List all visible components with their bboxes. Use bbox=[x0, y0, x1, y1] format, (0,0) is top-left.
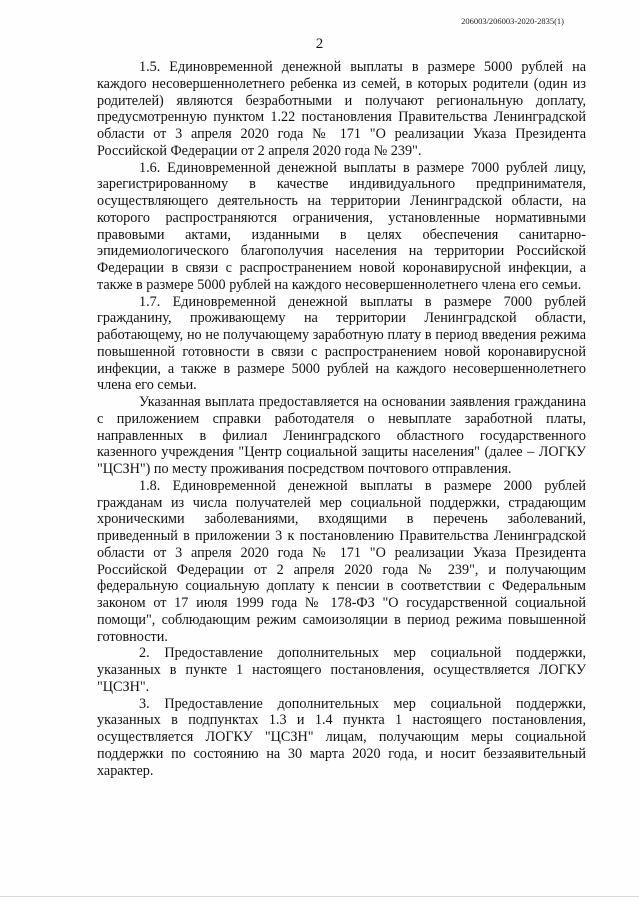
paragraph-3: 3. Предоставление дополнительных мер социальной поддержки, указанных в подпунктах 1.3 и 1.4 пункта 1 настоящего постановления, осуществляется ЛОГКУ "ЦСЗН" лицам, получающим меры социальной поддержки по состоянию на 30 марта 2020 года, и носит беззаявительный характер. bbox=[97, 695, 586, 779]
document-body bbox=[97, 59, 586, 779]
paragraph-1-6: 1.6. Единовременной денежной выплаты в размере 7000 рублей лицу, зарегистрированному в качестве индивидуального предпринимателя, осуществляющего деятельность на территории Ленинградской области, на которого распространяются ограничения, установленные нормативными правовыми актами, изданными в целях обеспечения санитарно-эпидемиологического благополучия населения на территории Российской Федерации в связи с распространением новой коронавирусной инфекции, а также в размере 5000 рублей на каждого несовершеннолетнего члена его семьи. bbox=[97, 159, 586, 293]
paragraph-1-7: 1.7. Единовременной денежной выплаты в размере 7000 рублей гражданину, проживающему на территории Ленинградской области, работающему, но не получающему заработную плату в период введения режима повышенной готовности в связи с распространением новой коронавирусной инфекции, а также в размере 5000 рублей на каждого несовершеннолетнего члена его семьи. bbox=[97, 293, 586, 394]
paragraph-2: 2. Предоставление дополнительных мер социальной поддержки, указанных в пункте 1 настоящего постановления, осуществляется ЛОГКУ "ЦСЗН". bbox=[97, 645, 586, 695]
document-id: 206003/206003-2020-2835(1) bbox=[461, 16, 564, 26]
paragraph-1-5: 1.5. Единовременной денежной выплаты в размере 5000 рублей на каждого несовершеннолетнего ребенка из семей, в которых родители (один из родителей) являются безработными и получают региональную доплату, предусмотренную пунктом 1.22 постановления Правительства Ленинградской области от 3 апреля 2020 года № 171 "О реализации Указа Президента Российской Федерации от 2 апреля 2020 года № 239". bbox=[97, 59, 586, 159]
paragraph-1-8: 1.8. Единовременной денежной выплаты в размере 2000 рублей гражданам из числа получателей мер социальной поддержки, страдающим хроническими заболеваниями, входящими в перечень заболеваний, приведенный в приложении 3 к постановлению Правительства Ленинградской области от 3 апреля 2020 года № 171 "О реализации Указа Президента Российской Федерации от 2 апреля 2020 года № 239", и получающим федеральную социальную доплату к пенсии в соответствии с Федеральным законом от 17 июля 1999 года № 178-ФЗ "О государственной социальной помощи", соблюдающим режим самоизоляции в период режима повышенной готовности. bbox=[97, 477, 586, 645]
page-bottom-edge bbox=[0, 896, 639, 897]
paragraph-1-7-note: Указанная выплата предоставляется на основании заявления гражданина с приложением справки работодателя о невыплате заработной платы, направленных в филиал Ленинградского областного государственного казенного учреждения "Центр социальной защиты населения" (далее – ЛОГКУ "ЦСЗН") по месту проживания посредством почтового отправления. bbox=[97, 394, 586, 477]
page-number: 2 bbox=[315, 36, 324, 52]
